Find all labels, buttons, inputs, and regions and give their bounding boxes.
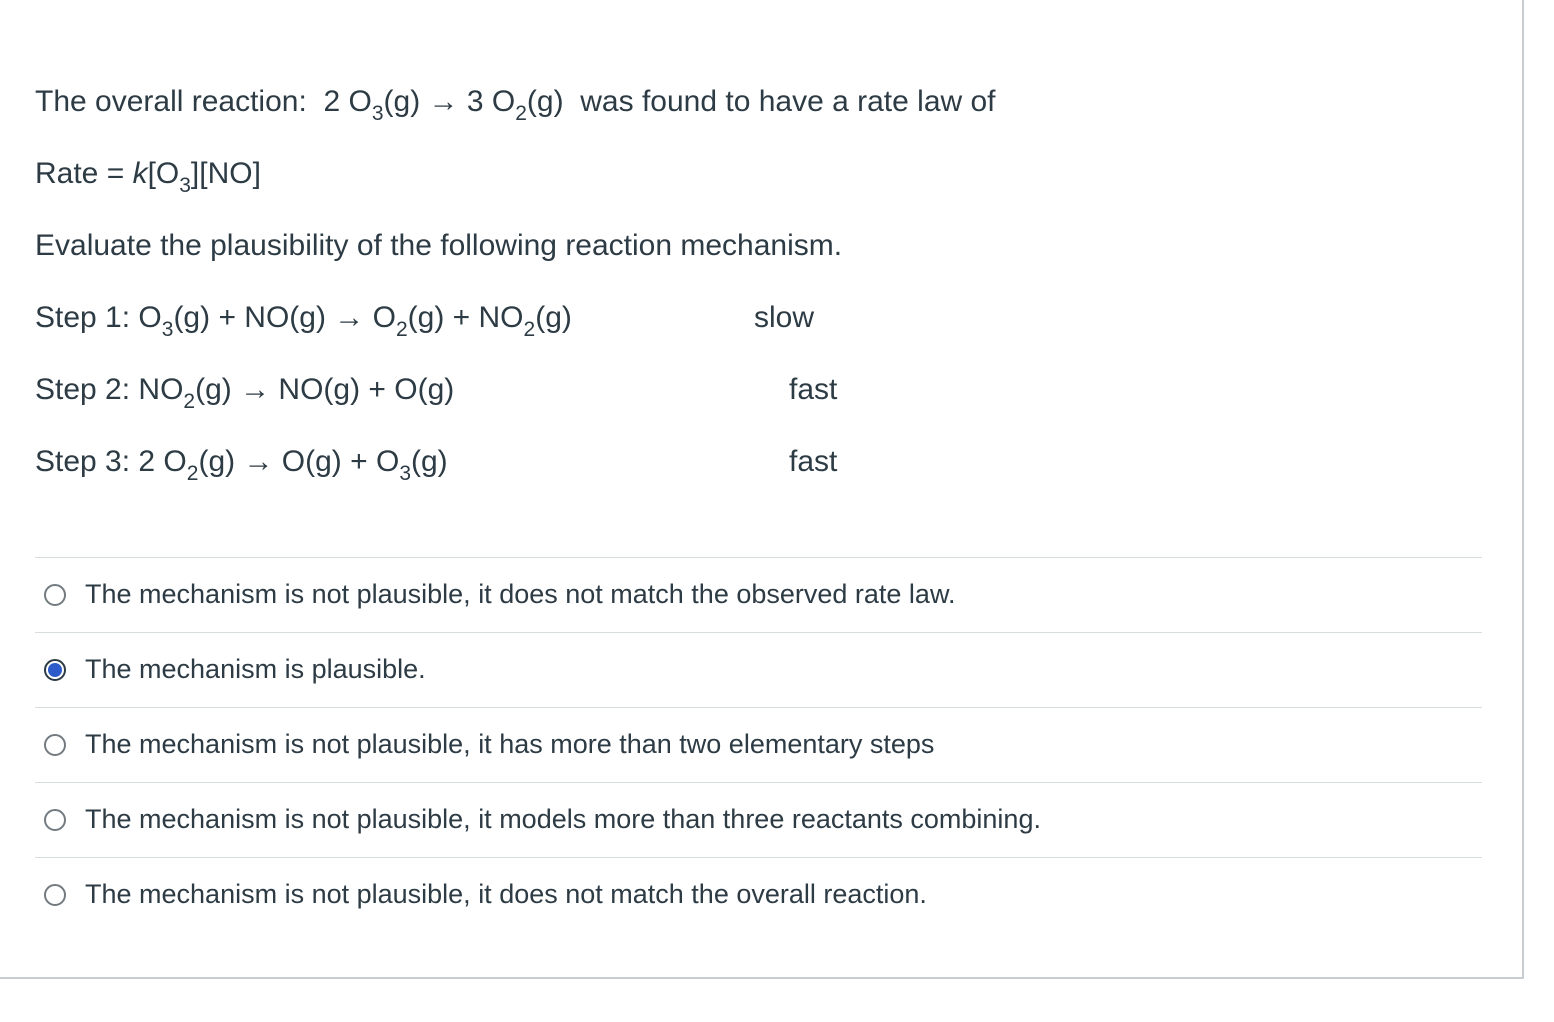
rate-law: Rate = $k[O_3][NO]$ <box>35 157 261 197</box>
overall-intro: The overall reaction: <box>35 85 307 118</box>
answer-label[interactable]: The mechanism is not plausible, it does not match the observed rate law. <box>85 579 956 609</box>
answer-option-3[interactable] <box>35 707 1482 782</box>
answer-option-2[interactable] <box>35 632 1482 707</box>
radio-button-selected[interactable] <box>44 659 66 681</box>
step-2-speed: fast <box>789 373 838 406</box>
overall-reaction <box>35 84 996 125</box>
answer-option-5[interactable] <box>35 857 1482 933</box>
answer-label[interactable]: The mechanism is not plausible, it has more than two elementary steps <box>85 729 935 759</box>
instruction-text: Evaluate the plausibility of the following reaction mechanism. <box>35 229 843 262</box>
answer-list <box>35 557 1482 933</box>
step-1-speed: slow <box>754 301 815 334</box>
answer-label[interactable]: The mechanism is plausible. <box>85 654 426 684</box>
overall-reactant: 2 $O_3(g) \to 3$ $O_2(g)$ <box>323 85 564 125</box>
answer-label[interactable]: The mechanism is not plausible, it models more than three reactants combining. <box>85 804 1041 834</box>
radio-button[interactable] <box>44 584 66 606</box>
radio-button[interactable] <box>44 734 66 756</box>
mechanism-step-1: Step 1: $O_3(g) + NO(g) \to O_2(g) + NO_2(g)$ <box>35 301 572 341</box>
answer-label[interactable]: The mechanism is not plausible, it does not match the overall reaction. <box>85 879 927 909</box>
mechanism-step-2: Step 2: $NO_2(g) \to NO(g) + O(g)$ <box>35 373 455 413</box>
answer-option-4[interactable] <box>35 782 1482 857</box>
radio-button[interactable] <box>44 884 66 906</box>
step-3-speed: fast <box>789 445 838 478</box>
answer-option-1[interactable] <box>35 557 1482 632</box>
overall-tail: was found to have a rate law of <box>580 85 996 118</box>
radio-button[interactable] <box>44 809 66 831</box>
mechanism-step-3: Step 3: 2 $O_2(g) \to O(g) + O_3(g)$ <box>35 445 448 485</box>
